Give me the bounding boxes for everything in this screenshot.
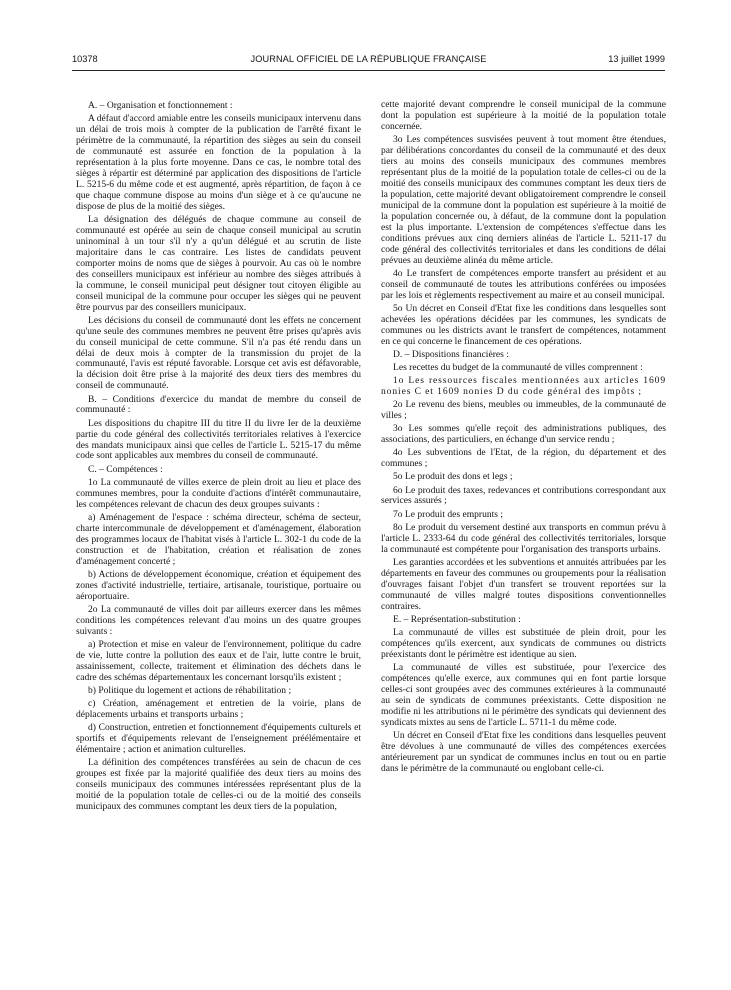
right-column	[381, 100, 666, 775]
paragraph: 4o Le transfert de compétences emporte transfert au président et au conseil de communauté de toutes les attributions conférées ou imposées par les lois et règlements respectivement au maire et au conseil municipal.	[381, 267, 666, 301]
paragraph: A défaut d'accord amiable entre les conseils municipaux intervenu dans un délai de trois mois à compter de la publication de l'arrêté fixant le périmètre de la communauté, la répartition des sièges au sein du conseil de communauté est assurée en fonction de la population à la représentation à la plus forte moyenne. Dans ce cas, le nombre total des sièges à répartir est déterminé par application des dispositions de l'article L. 5215-6 du même code et est augmenté, après répartition, de façon à ce que chaque commune dispose au moins d'un siège et à ce qu'aucune ne dispose de plus de la moitié des sièges.	[76, 113, 361, 212]
page-header	[72, 54, 665, 68]
paragraph: La désignation des délégués de chaque commune au conseil de communauté est opérée au sein de chaque conseil municipal au scrutin uninominal à un tour s'il n'y a qu'un délégué et au scrutin de liste majoritaire dans le cas contraire. Les listes de candidats peuvent comporter moins de noms que de sièges à pourvoir. Au cas où le nombre des conseillers municipaux est inférieur au nombre des sièges attribués à la commune, le conseil municipal peut désigner tout citoyen éligible au conseil municipal de la commune pour occuper les sièges qui ne peuvent être pourvus par des conseillers municipaux.	[76, 213, 361, 313]
paragraph: Les décisions du conseil de communauté dont les effets ne concernent qu'une seule des communes membres ne peuvent être prises qu'après avis du conseil municipal de cette commune. S'il n'a pas été rendu dans un délai de deux mois à compter de la transmission du projet de la communauté, l'avis est réputé favorable. Lorsque cet avis est défavorable, la décision doit être prise à la majorité des deux tiers des membres du conseil de communauté.	[76, 314, 361, 392]
list-item: d) Construction, entretien et fonctionnement d'équipements culturels et sportifs et d'équipements relevant de l'enseignement préélémentaire et élémentaire ; action et animation culturelles.	[76, 722, 361, 755]
list-item: a) Protection et mise en valeur de l'environnement, politique du cadre de vie, lutte contre la pollution des eaux et de l'air, lutte contre le bruit, assainissement, collecte, traitement et élimination des déchets dans le cadre des schémas départementaux les concernant lorsqu'ils existent ;	[76, 638, 361, 683]
paragraph: La communauté de villes est substituée, pour l'exercice des compétences qu'elle exerce, aux communes qui en font partie lorsque celles-ci sont groupées avec des communes extérieures à la communauté au sein de syndicats de communes préexistants. Cette disposition ne modifie ni les attributions ni le périmètre des syndicats qui deviennent des syndicats mixtes au sens de l'article L. 5711-1 du même code.	[381, 661, 666, 728]
list-item: 5o Le produit des dons et legs ;	[393, 471, 513, 483]
list-item: 3o Les sommes qu'elle reçoit des administrations publiques, des associations, des particuliers, en échange d'un service rendu ;	[381, 423, 666, 446]
section-heading: C. – Compétences :	[88, 463, 163, 475]
list-item: b) Politique du logement et actions de réhabilitation ;	[88, 684, 292, 696]
list-item: a) Aménagement de l'espace : schéma directeur, schéma de secteur, charte intercommunale de développement et d'aménagement, élaboration des programmes locaux de l'habitat visés à l'article L. 302-1 du code de la construction et de l'habitation, création et réalisation de zones d'aménagement concerté ;	[76, 511, 361, 567]
paragraph: La communauté de villes est substituée de plein droit, pour les compétences qu'ils exercent, aux syndicats de communes ou districts préexistants dont le périmètre est identique au sien.	[381, 626, 666, 660]
list-item: 4o Les subventions de l'Etat, de la région, du département et des communes ;	[381, 447, 666, 470]
paragraph: 3o Les compétences susvisées peuvent à tout moment être étendues, par délibérations concordantes du conseil de la communauté et des deux tiers au moins des conseils municipaux des communes membres représentant plus de la moitié de la population totale de celles-ci ou de la moitié des conseils municipaux des communes comptant les deux tiers de la population, cette majorité devant obligatoirement comprendre le conseil municipal de la commune dont la population est supérieure à la moitié de la population concernée ou, à défaut, de la commune dont la population est la plus importante. L'extension de compétences s'effectue dans les conditions prévues aux cinq derniers alinéas de l'article L. 5211-17 du code général des collectivités territoriales et dans les conditions de délai prévues au deuxième alinéa du même article.	[381, 134, 666, 266]
page-number: 10378	[72, 54, 98, 64]
paragraph: cette majorité devant comprendre le conseil municipal de la commune dont la population est supérieure à la moitié de la population totale concernée.	[381, 99, 666, 132]
list-item: 1o Les ressources fiscales mentionnées aux articles 1609 nonies C et 1609 nonies D du code général des impôts ;	[381, 375, 666, 397]
publication-date: 13 juillet 1999	[608, 54, 665, 64]
paragraph: Les garanties accordées et les subventions et annuités attribuées par les départements en faveur des communes ou groupements pour la réalisation d'ouvrages faisant l'objet d'un transfert se trouvent reportées sur la communauté de villes malgré toutes dispositions conventionnelles contraires.	[381, 556, 666, 612]
list-item: 6o Le produit des taxes, redevances et contributions correspondant aux services assurés ;	[381, 484, 666, 507]
section-heading: A. – Organisation et fonctionnement :	[88, 100, 233, 111]
list-item: 2o Le revenu des biens, meubles ou immeubles, de la communauté de villes ;	[381, 399, 666, 422]
section-heading: D. – Dispositions financières :	[393, 348, 509, 360]
paragraph: La définition des compétences transférées au sein de chacun de ces groupes est fixée par la majorité qualifiée des deux tiers au moins des conseils municipaux des communes intéressées représentant plus de la moitié de la population totale de celles-ci ou de la moitié des conseils municipaux des communes comptant les deux tiers de la population,	[76, 757, 361, 812]
left-column	[76, 100, 361, 813]
paragraph: Les recettes du budget de la communauté de villes comprennent :	[393, 361, 643, 373]
journal-title: JOURNAL OFFICIEL DE LA RÉPUBLIQUE FRANÇAISE	[250, 54, 487, 64]
paragraph: Les dispositions du chapitre III du titre II du livre Ier de la deuxième partie du code général des collectivités territoriales relatives à l'exercice des mandats municipaux ainsi que celles de l'article L. 5215-17 du même code sont applicables aux membres du conseil de communauté.	[76, 417, 361, 462]
list-item: 8o Le produit du versement destiné aux transports en commun prévu à l'article L. 2333-64 du code général des collectivités territoriales, lorsque la communauté est compétente pour l'organisation des transports urbains.	[381, 521, 666, 555]
list-item: 7o Le produit des emprunts ;	[393, 508, 504, 520]
header-rule	[72, 70, 665, 71]
paragraph: 2o La communauté de villes doit par ailleurs exercer dans les mêmes conditions les compétences relevant d'au moins un des quatre groupes suivants :	[76, 603, 361, 637]
paragraph: 5o Un décret en Conseil d'Etat fixe les conditions dans lesquelles sont achevées les opérations décidées par les communes, les syndicats de communes ou les districts avant le transfert de compétences, notamment en ce qui concerne le financement de ces opérations.	[381, 302, 666, 347]
paragraph: 1o La communauté de villes exerce de plein droit au lieu et place des communes membres, pour la conduite d'actions d'intérêt communautaire, les compétences relevant de chacun des deux groupes suivants :	[76, 476, 361, 510]
list-item: b) Actions de développement économique, création et équipement des zones d'activité industrielle, tertiaire, artisanale, touristique, portuaire ou aéroportuaire.	[76, 568, 361, 602]
section-heading: B. – Conditions d'exercice du mandat de membre du conseil de communauté :	[76, 393, 361, 416]
paragraph: Un décret en Conseil d'Etat fixe les conditions dans lesquelles peuvent être dévolues à une communauté de villes des compétences exercées antérieurement par un syndicat de communes inclus en tout ou en partie dans le périmètre de la communauté ou englobant celle-ci.	[381, 729, 666, 774]
list-item: c) Création, aménagement et entretien de la voirie, plans de déplacements urbains et transports urbains ;	[76, 698, 361, 720]
section-heading: E. – Représentation-substitution :	[393, 613, 521, 625]
